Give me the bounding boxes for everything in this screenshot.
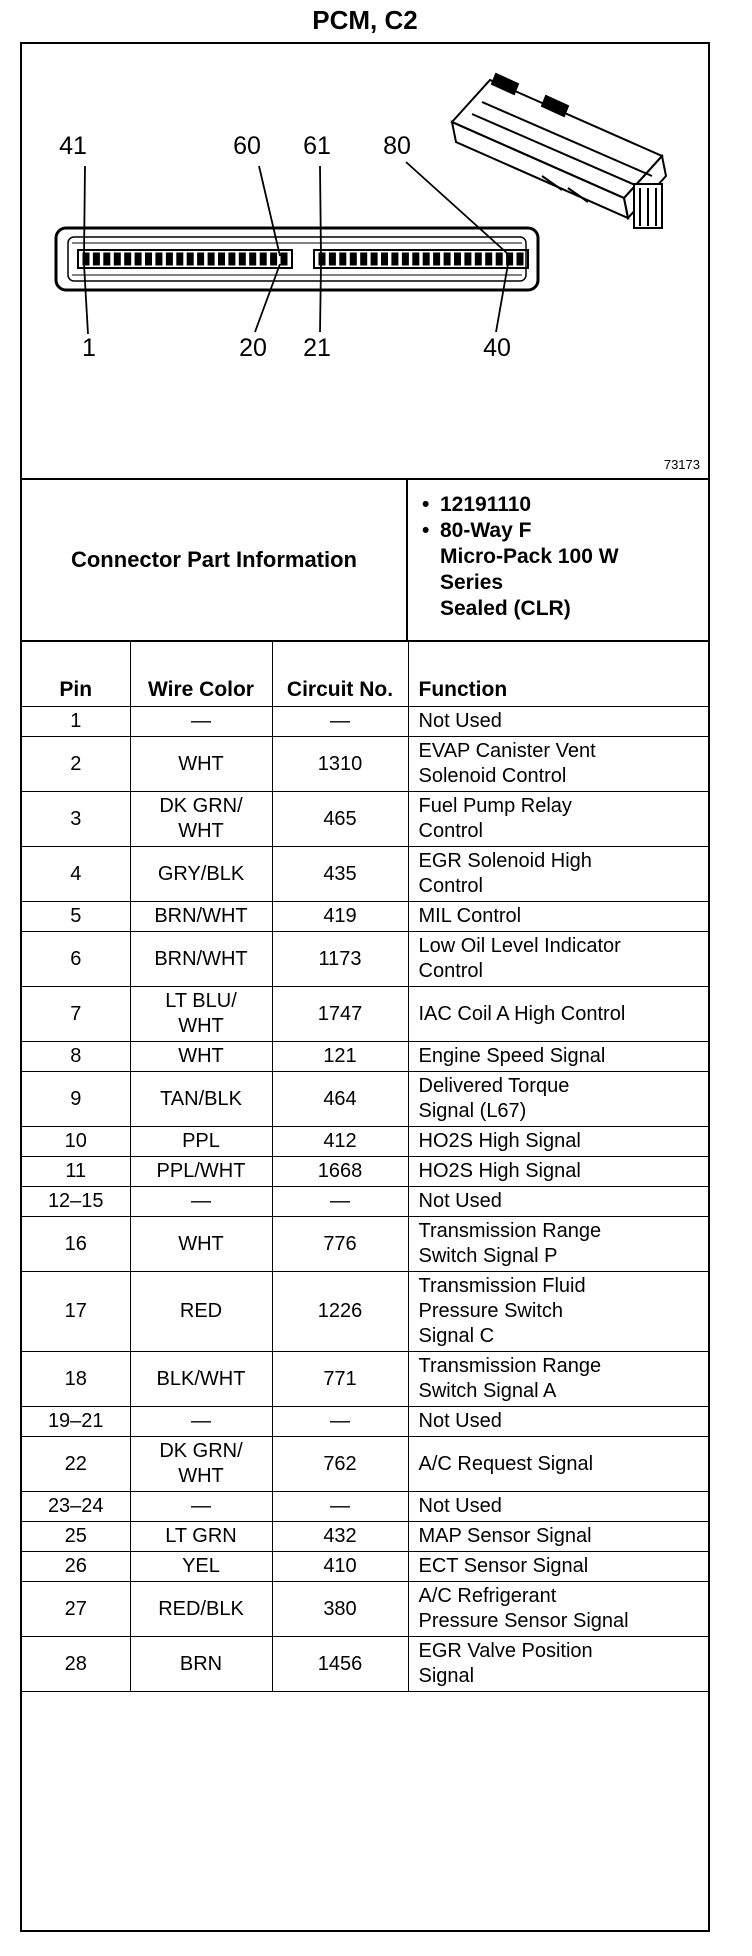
table-row [22, 847, 708, 902]
pin-label-41: 41 [59, 132, 87, 160]
header-pin: Pin [22, 642, 130, 707]
wire-color-cell: TAN/BLK [130, 1072, 272, 1127]
function-cell: Transmission Range Switch Signal P [408, 1217, 708, 1272]
table-row [22, 1127, 708, 1157]
wire-color-cell: WHT [130, 1217, 272, 1272]
figure-number: 73173 [663, 457, 700, 472]
function-cell: HO2S High Signal [408, 1127, 708, 1157]
table-row [22, 737, 708, 792]
circuit-cell: 1310 [272, 737, 408, 792]
wire-color-cell: BRN/WHT [130, 902, 272, 932]
circuit-cell: 1456 [272, 1637, 408, 1692]
wire-color-cell: PPL [130, 1127, 272, 1157]
pin-cell: 11 [22, 1157, 130, 1187]
table-row [22, 932, 708, 987]
circuit-cell: — [272, 1407, 408, 1437]
connector-3d-sketch [452, 74, 666, 228]
function-cell: Transmission Range Switch Signal A [408, 1352, 708, 1407]
circuit-cell: 121 [272, 1042, 408, 1072]
leader-lines [84, 162, 508, 334]
connector-type-item [422, 518, 698, 622]
function-cell: A/C Refrigerant Pressure Sensor Signal [408, 1582, 708, 1637]
connector-drawing [22, 44, 708, 480]
table-row [22, 1492, 708, 1522]
pin-label-40: 40 [483, 334, 511, 362]
pin-cell: 19–21 [22, 1407, 130, 1437]
wire-color-cell: LT BLU/ WHT [130, 987, 272, 1042]
function-cell: IAC Coil A High Control [408, 987, 708, 1042]
function-cell: MIL Control [408, 902, 708, 932]
pin-cell: 23–24 [22, 1492, 130, 1522]
function-cell: Not Used [408, 1187, 708, 1217]
pin-cell: 18 [22, 1352, 130, 1407]
pin-cell: 3 [22, 792, 130, 847]
wire-color-cell: PPL/WHT [130, 1157, 272, 1187]
table-row [22, 1042, 708, 1072]
pin-cell: 27 [22, 1582, 130, 1637]
function-cell: Low Oil Level Indicator Control [408, 932, 708, 987]
table-row [22, 792, 708, 847]
pin-cell: 6 [22, 932, 130, 987]
wire-color-cell: — [130, 1187, 272, 1217]
circuit-cell: 380 [272, 1582, 408, 1637]
circuit-cell: 465 [272, 792, 408, 847]
circuit-cell: 1747 [272, 987, 408, 1042]
header-circuit-no: Circuit No. [272, 642, 408, 707]
bullet-icon: • [422, 519, 430, 542]
table-row [22, 1437, 708, 1492]
function-cell: EVAP Canister Vent Solenoid Control [408, 737, 708, 792]
function-cell: ECT Sensor Signal [408, 1552, 708, 1582]
pin-label-61: 61 [303, 132, 331, 160]
function-cell: EGR Solenoid High Control [408, 847, 708, 902]
part-number-item [422, 492, 698, 518]
table-row [22, 987, 708, 1042]
function-cell: A/C Request Signal [408, 1437, 708, 1492]
circuit-cell: — [272, 707, 408, 737]
function-cell: Delivered Torque Signal (L67) [408, 1072, 708, 1127]
connector-type: 80-Way F Micro-Pack 100 W Series Sealed (CLR) [440, 519, 619, 620]
pin-cell: 25 [22, 1522, 130, 1552]
circuit-cell: 771 [272, 1352, 408, 1407]
wire-color-cell: RED [130, 1272, 272, 1352]
wire-color-cell: BRN [130, 1637, 272, 1692]
circuit-cell: 776 [272, 1217, 408, 1272]
pin-cell: 1 [22, 707, 130, 737]
connector-diagram [22, 44, 708, 480]
wire-color-cell: DK GRN/ WHT [130, 1437, 272, 1492]
table-row [22, 1217, 708, 1272]
pin-label-1: 1 [82, 334, 96, 362]
function-cell: Transmission Fluid Pressure Switch Signal C [408, 1272, 708, 1352]
circuit-cell: 762 [272, 1437, 408, 1492]
connector-frame [20, 42, 710, 1932]
wire-color-cell: GRY/BLK [130, 847, 272, 902]
wire-color-cell: — [130, 1492, 272, 1522]
pin-cell: 4 [22, 847, 130, 902]
wire-color-cell: YEL [130, 1552, 272, 1582]
table-row [22, 1522, 708, 1552]
circuit-cell: — [272, 1187, 408, 1217]
page-title: PCM, C2 [312, 5, 418, 35]
pin-cell: 12–15 [22, 1187, 130, 1217]
wire-color-cell: DK GRN/ WHT [130, 792, 272, 847]
table-row [22, 1187, 708, 1217]
circuit-cell: — [272, 1492, 408, 1522]
table-row [22, 1157, 708, 1187]
circuit-cell: 412 [272, 1127, 408, 1157]
wire-color-cell: BRN/WHT [130, 932, 272, 987]
function-cell: Not Used [408, 707, 708, 737]
wire-color-cell: WHT [130, 1042, 272, 1072]
pin-cell: 7 [22, 987, 130, 1042]
pin-cell: 26 [22, 1552, 130, 1582]
pin-cell: 22 [22, 1437, 130, 1492]
header-function: Function [408, 642, 708, 707]
pin-cell: 5 [22, 902, 130, 932]
pin-label-60: 60 [233, 132, 261, 160]
circuit-cell: 410 [272, 1552, 408, 1582]
connector-info-label: Connector Part Information [22, 480, 408, 640]
circuit-cell: 432 [272, 1522, 408, 1552]
wire-color-cell: — [130, 707, 272, 737]
pin-cell: 17 [22, 1272, 130, 1352]
pin-cell: 28 [22, 1637, 130, 1692]
pin-cell: 10 [22, 1127, 130, 1157]
table-row [22, 1552, 708, 1582]
bullet-icon: • [422, 493, 430, 516]
table-row [22, 1072, 708, 1127]
circuit-cell: 464 [272, 1072, 408, 1127]
pin-cell: 9 [22, 1072, 130, 1127]
table-row [22, 1352, 708, 1407]
connector-part-info [22, 480, 708, 642]
table-row [22, 902, 708, 932]
circuit-cell: 1173 [272, 932, 408, 987]
wire-color-cell: RED/BLK [130, 1582, 272, 1637]
table-row [22, 1582, 708, 1637]
wire-color-cell: WHT [130, 737, 272, 792]
function-cell: Not Used [408, 1492, 708, 1522]
function-cell: Not Used [408, 1407, 708, 1437]
pin-cell: 8 [22, 1042, 130, 1072]
circuit-cell: 1226 [272, 1272, 408, 1352]
pin-cell: 2 [22, 737, 130, 792]
wire-color-cell: LT GRN [130, 1522, 272, 1552]
circuit-cell: 435 [272, 847, 408, 902]
circuit-cell: 1668 [272, 1157, 408, 1187]
table-header-row [22, 642, 708, 707]
table-row [22, 1272, 708, 1352]
wire-color-cell: — [130, 1407, 272, 1437]
table-row [22, 707, 708, 737]
pinout-table [22, 642, 708, 1692]
function-cell: EGR Valve Position Signal [408, 1637, 708, 1692]
function-cell: Engine Speed Signal [408, 1042, 708, 1072]
function-cell: MAP Sensor Signal [408, 1522, 708, 1552]
circuit-cell: 419 [272, 902, 408, 932]
function-cell: Fuel Pump Relay Control [408, 792, 708, 847]
pin-cell: 16 [22, 1217, 130, 1272]
pin-label-80: 80 [383, 132, 411, 160]
pin-label-20: 20 [239, 334, 267, 362]
connector-face [56, 228, 538, 290]
table-row [22, 1407, 708, 1437]
pin-label-21: 21 [303, 334, 331, 362]
function-cell: HO2S High Signal [408, 1157, 708, 1187]
connector-info-details [408, 480, 708, 640]
table-row [22, 1637, 708, 1692]
wire-color-cell: BLK/WHT [130, 1352, 272, 1407]
part-number: 12191110 [440, 493, 532, 516]
header-wire-color: Wire Color [130, 642, 272, 707]
